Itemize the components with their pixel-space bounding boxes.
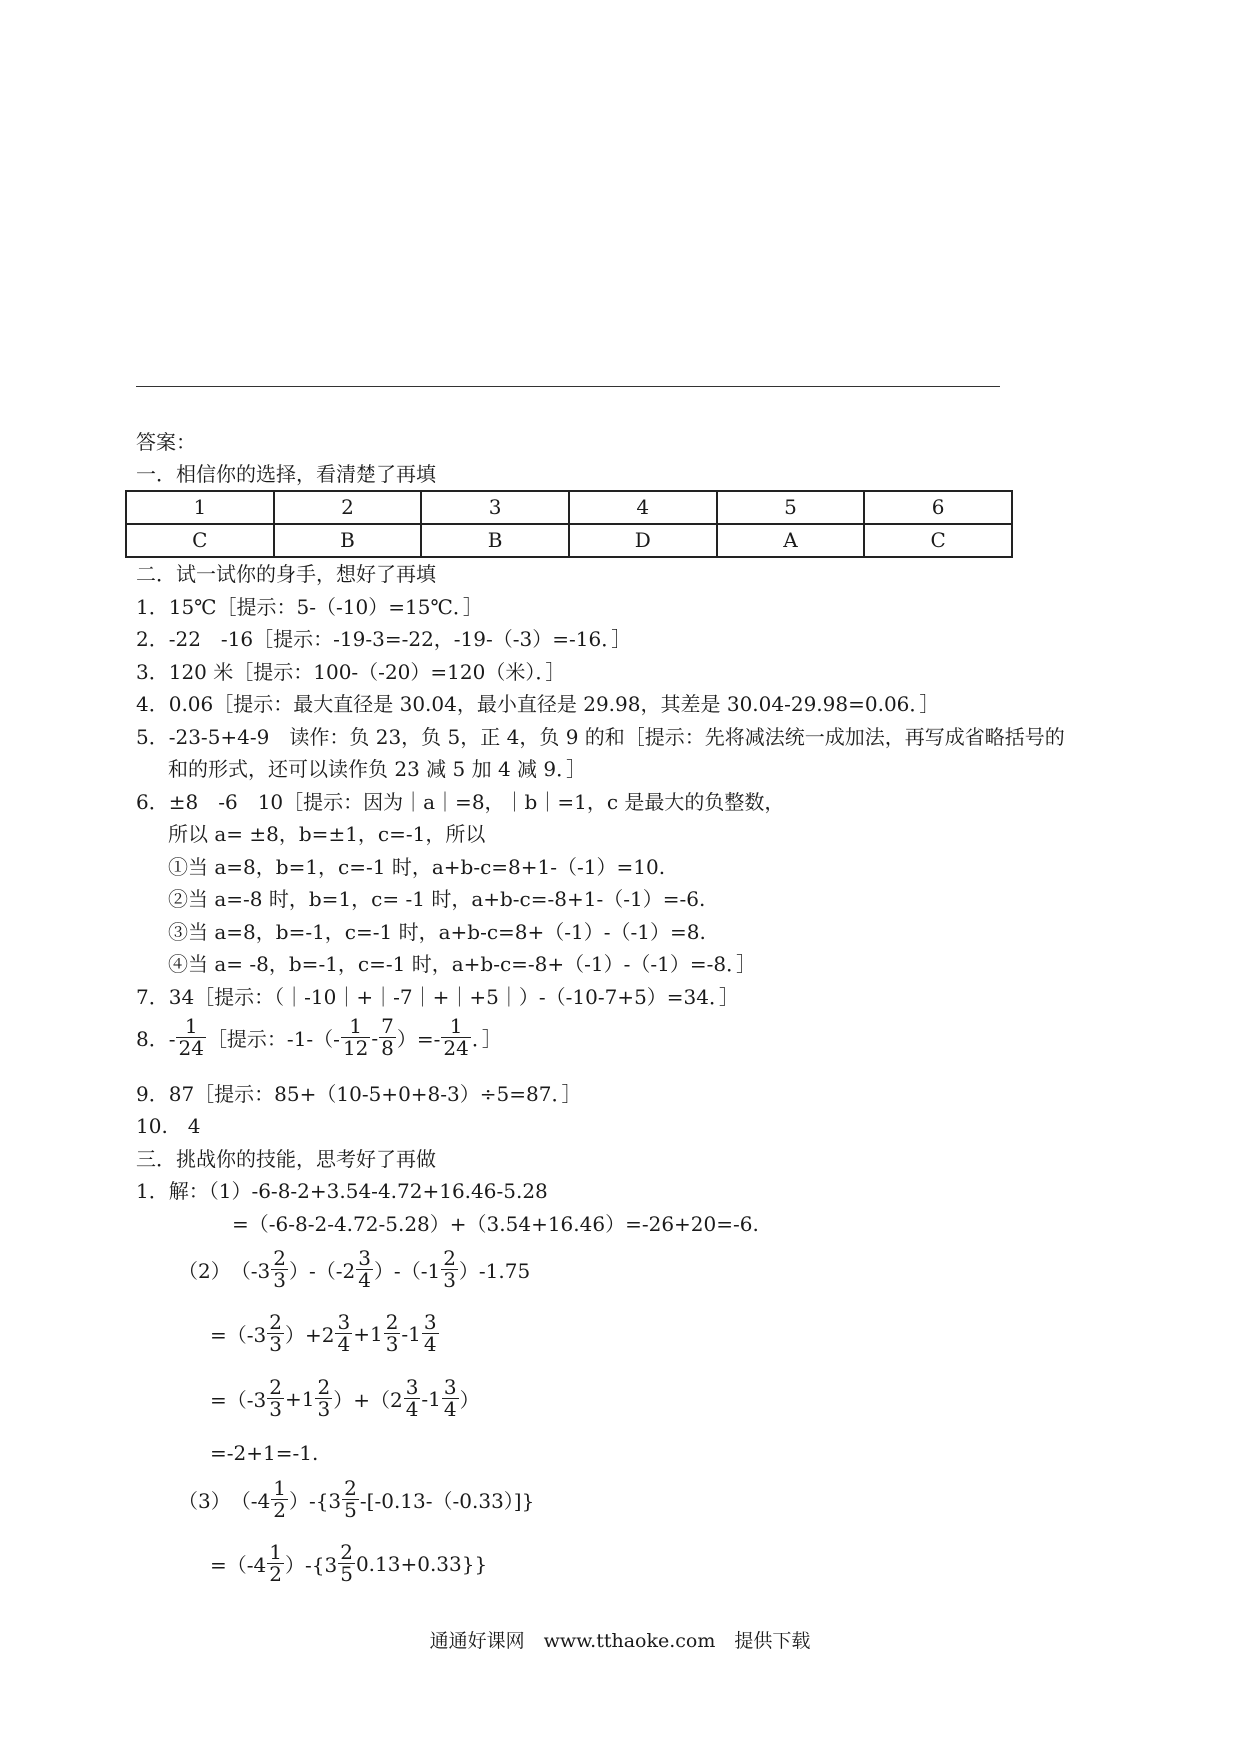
answer-2-6-case1: ①当 a=8，b=1，c=-1 时，a+b-c=8+1-（-1）=10. — [168, 855, 666, 879]
table-cell: C — [126, 524, 274, 557]
fraction: $\frac{2}{3}$ — [317, 1375, 331, 1421]
fraction: $\frac{2}{3}$ — [269, 1375, 282, 1421]
table-header-row — [126, 491, 1012, 524]
answer-3-2-line1: （2） （-3 $\frac{2}{3}$ ）-（-2 $\frac{3}{4}$ ）-（-1 $\frac{2}{3}$ ）-1.75 — [178, 1246, 531, 1292]
table-cell: 5 — [717, 491, 865, 524]
answer-2-7: 7．34［提示：（｜-10｜+｜-7｜+｜+5｜）-（-10-7+5）=34．］ — [136, 985, 739, 1009]
answer-2-6-case3: ③当 a=8，b=-1，c=-1 时，a+b-c=8+（-1）-（-1）=8. — [168, 920, 706, 944]
answer-3-2-line2: =（-3 $\frac{2}{3}$ ）+2 $\frac{3}{4}$ +1 $\frac{2}{3}$ -1 $\frac{3}{4}$ — [210, 1310, 437, 1356]
table-cell: 1 — [126, 491, 274, 524]
table-cell: 6 — [864, 491, 1012, 524]
answer-2-5-line1: 5．-23-5+4-9 读作：负 23，负 5，正 4，负 9 的和［提示：先将减法统一成加法，再写成省略括号的 — [136, 725, 1065, 749]
answer-2-8: 8．- $\frac{1}{24}$ ［提示：-1-（- $\frac{1}{12}$ - $\frac{7}{8}$ ）=- $\frac{1}{24}$ ．］ — [136, 1014, 502, 1060]
answer-table — [125, 490, 1013, 558]
fraction: $\frac{1}{2}$ — [269, 1540, 282, 1586]
page-footer: 通通好课网 www.tthaoke.com 提供下载 — [429, 1630, 811, 1652]
fraction: $\frac{2}{5}$ — [344, 1476, 357, 1522]
fraction: $\frac{1}{24}$ — [443, 1014, 469, 1060]
fraction: $\frac{1}{12}$ — [342, 1014, 369, 1060]
fraction: $\frac{1}{24}$ — [178, 1014, 204, 1060]
fraction: $\frac{2}{3}$ — [269, 1310, 282, 1356]
fraction: $\frac{2}{3}$ — [273, 1246, 286, 1292]
fraction: $\frac{7}{8}$ — [381, 1014, 394, 1060]
fraction: $\frac{3}{4}$ — [443, 1375, 457, 1421]
table-cell: 2 — [274, 491, 422, 524]
answer-2-6-case4: ④当 a= -8，b=-1，c=-1 时，a+b-c=-8+（-1）-（-1）=-8．］ — [168, 952, 757, 976]
answers-heading: 答案： — [136, 430, 196, 454]
answer-2-6-line2: 所以 a= ±8，b=±1，c=-1，所以 — [168, 822, 486, 846]
answer-2-6-case2: ②当 a=-8 时，b=1，c= -1 时，a+b-c=-8+1-（-1）=-6. — [168, 887, 706, 911]
answer-2-5-line2: 和的形式，还可以读作负 23 减 5 加 4 减 9．］ — [168, 757, 587, 781]
table-cell: B — [421, 524, 569, 557]
section-2-title: 二．试一试你的身手，想好了再填 — [136, 562, 436, 586]
fraction: $\frac{2}{3}$ — [385, 1310, 399, 1356]
answer-2-6-line1: 6．±8 -6 10［提示：因为｜a｜=8，｜b｜=1，c 是最大的负整数， — [136, 790, 785, 814]
section-3-title: 三．挑战你的技能，思考好了再做 — [136, 1147, 436, 1171]
table-cell: B — [274, 524, 422, 557]
fraction: $\frac{1}{2}$ — [273, 1476, 286, 1522]
fraction: $\frac{2}{5}$ — [340, 1540, 353, 1586]
answer-3-3-line2: =（-4 $\frac{1}{2}$ ）-{3 $\frac{2}{5}$ 0.13+0.33}} — [210, 1540, 488, 1586]
table-cell: 3 — [421, 491, 569, 524]
table-cell: C — [864, 524, 1012, 557]
answer-3-3-line1: （3） （-4 $\frac{1}{2}$ ）-{3 $\frac{2}{5}$ -[-0.13-（-0.33）]} — [178, 1476, 535, 1522]
table-cell: 4 — [569, 491, 717, 524]
fraction: $\frac{3}{4}$ — [423, 1310, 437, 1356]
answer-2-1: 1．15℃［提示：5-（-10）=15℃．］ — [136, 595, 483, 619]
table-cell: D — [569, 524, 717, 557]
answer-2-9: 9．87［提示：85+（10-5+0+8-3）÷5=87．］ — [136, 1082, 582, 1106]
table-answer-row — [126, 524, 1012, 557]
answer-3-1-line1: 1．解：（1）-6-8-2+3.54-4.72+16.46-5.28 — [136, 1179, 548, 1203]
section-1-title: 一．相信你的选择，看清楚了再填 — [136, 462, 436, 486]
fraction: $\frac{3}{4}$ — [337, 1310, 351, 1356]
fraction: $\frac{2}{3}$ — [443, 1246, 456, 1292]
answer-2-3: 3．120 米［提示：100-（-20）=120（米）．］ — [136, 660, 566, 684]
answer-3-2-line3: =（-3 $\frac{2}{3}$ +1 $\frac{2}{3}$ ）+（2 $\frac{3}{4}$ -1 $\frac{3}{4}$ ） — [210, 1375, 480, 1421]
fraction: $\frac{3}{4}$ — [405, 1375, 419, 1421]
answer-2-4: 4．0.06［提示：最大直径是 30.04，最小直径是 29.98，其差是 30.04-29.98=0.06．］ — [136, 692, 940, 716]
answer-3-1-line2: =（-6-8-2-4.72-5.28）+（3.54+16.46）=-26+20=-6. — [232, 1212, 759, 1236]
answer-2-10: 10. 4 — [136, 1114, 201, 1138]
fraction: $\frac{3}{4}$ — [358, 1246, 371, 1292]
answer-2-2: 2．-22 -16［提示：-19-3=-22，-19-（-3）=-16．］ — [136, 627, 632, 651]
answer-3-2-line4: =-2+1=-1. — [210, 1441, 319, 1465]
table-cell: A — [717, 524, 865, 557]
separator-line — [136, 386, 1000, 387]
